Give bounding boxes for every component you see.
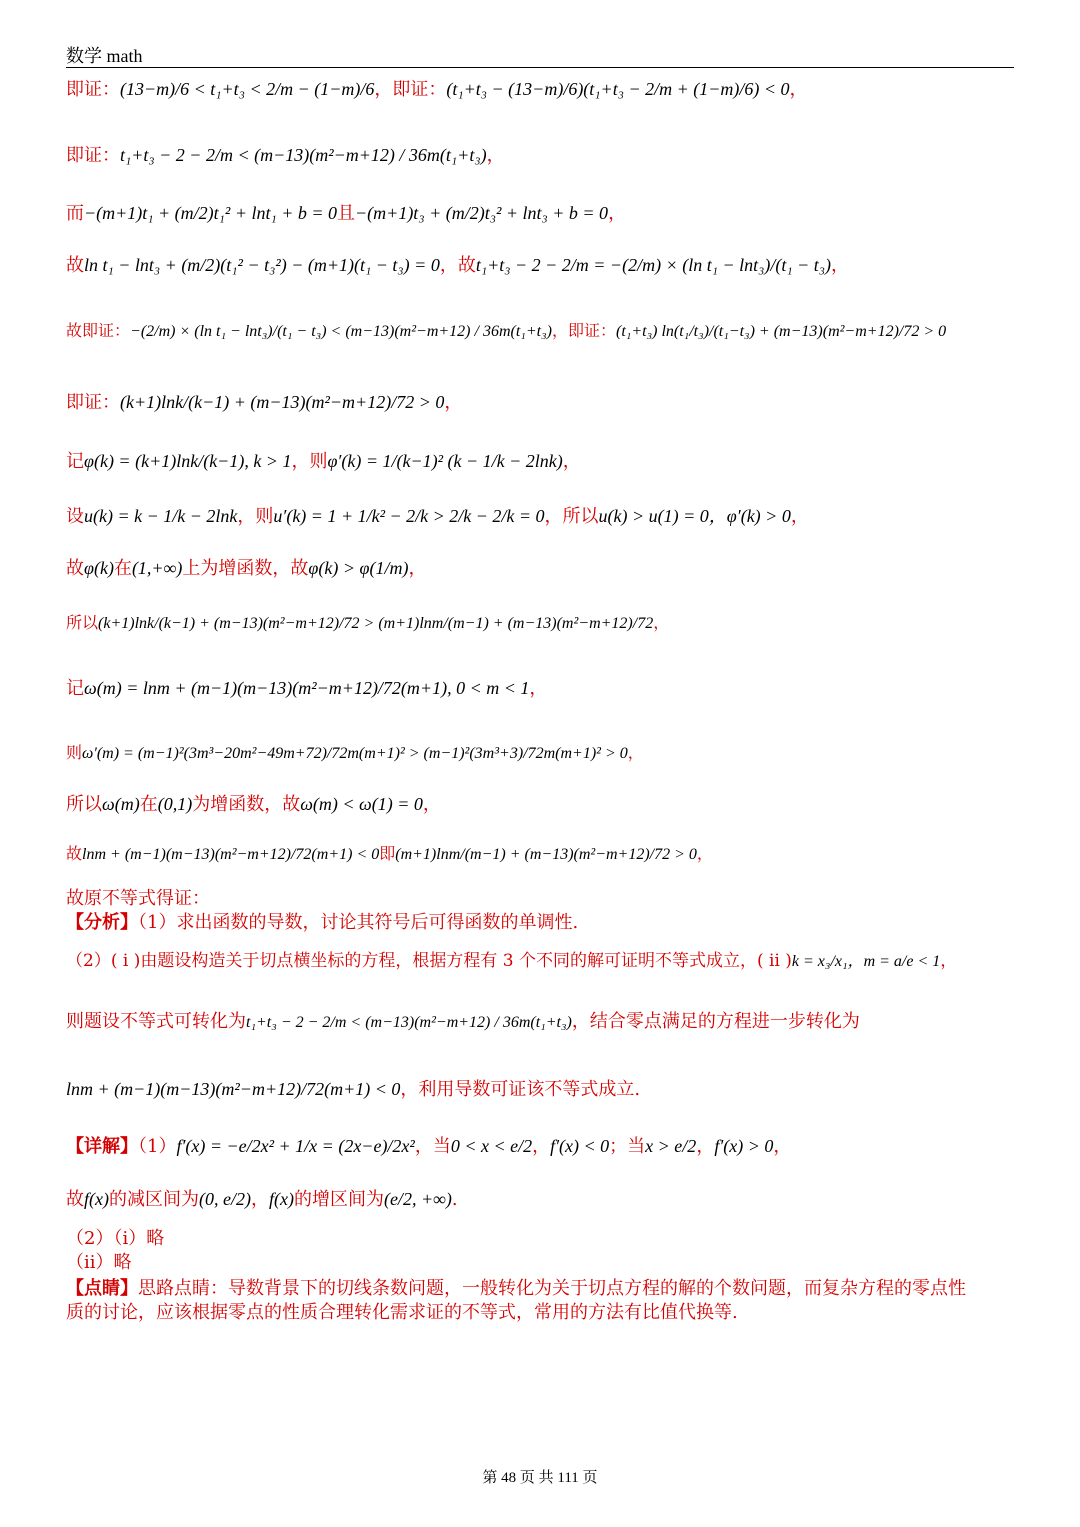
- detail-line-4: [66, 1254, 132, 1272]
- proof-line-6: [66, 393, 462, 412]
- proof-math: −(2/m) × (ln t₁ − lnt₃)/(t₁ − t₃) < (m−13)(m²−m+12) / 36m(t₁+t₃): [130, 323, 552, 340]
- proof-lead: 设: [66, 506, 84, 527]
- proof-tail: ，: [696, 844, 713, 863]
- proof-math: (m+1)lnm/(m−1) + (m−13)(m²−m+12)/72 > 0: [395, 846, 697, 863]
- page-header: 数学 math: [66, 46, 143, 66]
- detail-math: f(x): [268, 1189, 294, 1209]
- detail-math: x > e/2: [645, 1136, 697, 1156]
- analysis-line-1: [66, 914, 578, 932]
- proof-tail: ，: [653, 613, 670, 632]
- detail-text: ，: [532, 1136, 551, 1157]
- detail-text: 的增区间为: [293, 1189, 384, 1210]
- proof-mid: ，所以: [544, 506, 599, 527]
- comment-label: 【点睛】: [66, 1278, 138, 1299]
- proof-line-2: [66, 146, 505, 165]
- detail-math: f′(x) < 0: [550, 1136, 610, 1156]
- proof-math: ω(m) = lnm + (m−1)(m−13)(m²−m+12)/72(m+1), 0 < m < 1: [84, 678, 530, 698]
- page-footer: 第 48 页 共 111 页: [482, 1470, 598, 1486]
- analysis-line-2: [66, 953, 957, 970]
- analysis-math: lnm + (m−1)(m−13)(m²−m+12)/72(m+1) < 0: [66, 1079, 401, 1099]
- comment-text: 质的讨论，应该根据零点的性质合理转化需求证的不等式，常用的方法有比值代换等.: [66, 1302, 738, 1323]
- proof-tail: ，: [529, 678, 548, 699]
- header-rule: [66, 67, 1014, 68]
- proof-line-14: [66, 846, 713, 863]
- detail-text: .: [451, 1189, 458, 1210]
- proof-tail: ，: [562, 451, 581, 472]
- detail-text: ，当: [414, 1136, 451, 1157]
- proof-lead: 记: [66, 678, 84, 699]
- proof-line-13: [66, 795, 441, 814]
- proof-line-10: [66, 615, 669, 632]
- proof-math: t₁+t₃ − 2 − 2/m = −(2/m) × (ln t₁ − lnt₃)/(t₁ − t₃): [475, 255, 832, 275]
- proof-tail: ，: [444, 392, 463, 413]
- proof-tail: ，: [408, 558, 427, 579]
- proof-math: ω(m) < ω(1) = 0: [300, 794, 423, 814]
- proof-mid: ，则: [291, 451, 328, 472]
- proof-line-8: [66, 507, 809, 526]
- proof-mid: 在: [139, 794, 158, 815]
- proof-mid: 在: [113, 558, 132, 579]
- proof-lead: 所以: [66, 794, 102, 815]
- detail-math: 0 < x < e/2: [450, 1136, 533, 1156]
- proof-math: (13−m)/6 < t₁+t₃ < 2/m − (1−m)/6: [120, 79, 375, 99]
- proof-line-1: [66, 80, 808, 99]
- proof-mid: 上为增函数，故: [182, 558, 309, 579]
- proof-math: t₁+t₃ − 2 − 2/m < (m−13)(m²−m+12) / 36m(t₁+t₃): [120, 145, 487, 165]
- detail-text: ，: [696, 1136, 715, 1157]
- analysis-text: ，: [940, 951, 958, 971]
- comment-text: 思路点睛：导数背景下的切线条数问题，一般转化为关于切点方程的解的个数问题，而复杂方程的零点性: [138, 1278, 966, 1299]
- proof-math: −(m+1)t₁ + (m/2)t₁² + lnt₁ + b = 0: [84, 203, 338, 223]
- proof-lead: 即证：: [66, 392, 120, 413]
- analysis-text: ，结合零点满足的方程进一步转化为: [571, 1011, 860, 1032]
- proof-lead: 故: [66, 255, 84, 276]
- proof-mid: ，即证：: [551, 321, 616, 340]
- proof-tail: ，: [422, 794, 441, 815]
- proof-mid: ，即证：: [374, 79, 447, 100]
- proof-line-7: [66, 452, 581, 471]
- proof-math: u′(k) = 1 + 1/k² − 2/k > 2/k − 2/k = 0: [273, 506, 545, 526]
- comment-line-1: [66, 1280, 966, 1298]
- proof-tail: ，: [790, 506, 809, 527]
- proof-mid: ，故: [439, 255, 476, 276]
- proof-tail: ，: [608, 203, 627, 224]
- proof-tail: ，: [789, 79, 808, 100]
- detail-text: （1）: [138, 1136, 177, 1157]
- proof-math: lnm + (m−1)(m−13)(m²−m+12)/72(m+1) < 0: [82, 846, 380, 863]
- detail-math: f′(x) > 0: [714, 1136, 774, 1156]
- detail-math: f(x): [84, 1189, 109, 1209]
- proof-lead: 故: [66, 844, 83, 863]
- proof-mid: ，则: [237, 506, 274, 527]
- detail-text: ，: [250, 1189, 269, 1210]
- detail-text: 的减区间为: [108, 1189, 199, 1210]
- proof-math: u(k) = k − 1/k − 2lnk: [84, 506, 238, 526]
- analysis-math: t₁+t₃ − 2 − 2/m < (m−13)(m²−m+12) / 36m(t₁+t₃): [246, 1014, 572, 1031]
- proof-tail: ，: [486, 145, 505, 166]
- detail-math: (e/2, +∞): [383, 1189, 452, 1209]
- detail-math: f′(x) = −e/2x² + 1/x = (2x−e)/2x²: [176, 1136, 415, 1156]
- detail-text: ，: [773, 1136, 792, 1157]
- proof-math: φ(k) = (k+1)lnk/(k−1), k > 1: [84, 451, 292, 471]
- detail-line-3: [66, 1230, 164, 1248]
- detail-label: 【详解】: [66, 1136, 138, 1157]
- detail-text: （2）（ⅰ）略: [66, 1228, 165, 1249]
- analysis-line-3: [66, 1013, 860, 1031]
- proof-line-9: [66, 559, 426, 578]
- proof-lead: 故即证：: [66, 321, 131, 340]
- proof-lead: 即证：: [66, 145, 120, 166]
- proof-lead: 即证：: [66, 79, 120, 100]
- proof-lead: 故原不等式得证：: [66, 888, 210, 909]
- detail-text: （ⅱ）略: [66, 1252, 132, 1273]
- detail-line-2: [66, 1190, 458, 1209]
- analysis-text: （1）求出函数的导数，讨论其符号后可得函数的单调性.: [138, 912, 579, 933]
- proof-math: (k+1)lnk/(k−1) + (m−13)(m²−m+12)/72 > 0: [120, 392, 445, 412]
- proof-math: (k+1)lnk/(k−1) + (m−13)(m²−m+12)/72 > (m+1)lnm/(m−1) + (m−13)(m²−m+12)/72: [98, 615, 654, 632]
- proof-line-5: [66, 323, 946, 340]
- proof-line-3: [66, 204, 626, 223]
- comment-line-2: [66, 1304, 738, 1322]
- proof-math: ω(m): [102, 794, 140, 814]
- proof-math: (0,1): [157, 794, 193, 814]
- proof-mid: 为增函数，故: [192, 794, 301, 815]
- detail-text: 故: [66, 1189, 84, 1210]
- analysis-text: （2）( ⅰ )由题设构造关于切点横坐标的方程，根据方程有 3 个不同的解可证明不等式成立，( ⅱ ): [66, 951, 792, 971]
- proof-mid: 且: [337, 203, 356, 224]
- proof-line-4: [66, 256, 849, 275]
- proof-math: ln t₁ − lnt₃ + (m/2)(t₁² − t₃²) − (m+1)(t₁ − t₃) = 0: [84, 255, 440, 275]
- proof-math: u(k) > u(1) = 0，φ′(k) > 0: [598, 506, 791, 526]
- proof-line-12: [66, 745, 644, 762]
- analysis-line-4: [66, 1080, 640, 1099]
- detail-math: (0, e/2): [198, 1189, 251, 1209]
- detail-line-1: [66, 1137, 791, 1156]
- proof-line-11: [66, 679, 547, 698]
- proof-math: φ(k): [84, 558, 114, 578]
- proof-tail: ，: [627, 743, 644, 762]
- proof-math: φ′(k) = 1/(k−1)² (k − 1/k − 2lnk): [327, 451, 563, 471]
- analysis-label: 【分析】: [66, 912, 138, 933]
- proof-math: (1,+∞): [131, 558, 183, 578]
- proof-lead: 故: [66, 558, 84, 579]
- proof-lead: 而: [66, 203, 84, 224]
- proof-math: (t₁+t₃ − (13−m)/6)(t₁+t₃ − 2/m + (1−m)/6) < 0: [446, 79, 790, 99]
- proof-math: (t₁+t₃) ln(t₁/t₃)/(t₁−t₃) + (m−13)(m²−m+12)/72 > 0: [615, 323, 947, 340]
- proof-lead: 记: [66, 451, 84, 472]
- detail-text: ；当: [609, 1136, 646, 1157]
- proof-line-15: [66, 890, 210, 908]
- proof-mid: 即: [379, 844, 396, 863]
- analysis-text: ，利用导数可证该不等式成立.: [400, 1079, 641, 1100]
- analysis-text: 则题设不等式可转化为: [66, 1011, 246, 1032]
- proof-math: ω′(m) = (m−1)²(3m³−20m²−49m+72)/72m(m+1)² > (m−1)²(3m³+3)/72m(m+1)² > 0: [82, 745, 628, 762]
- proof-math: −(m+1)t₃ + (m/2)t₃² + lnt₃ + b = 0: [355, 203, 609, 223]
- analysis-math: k = x₃/x₁，m = a/e < 1: [791, 953, 941, 970]
- proof-math: φ(k) > φ(1/m): [308, 558, 409, 578]
- proof-lead: 则: [66, 743, 83, 762]
- proof-tail: ，: [831, 255, 850, 276]
- proof-lead: 所以: [66, 613, 99, 632]
